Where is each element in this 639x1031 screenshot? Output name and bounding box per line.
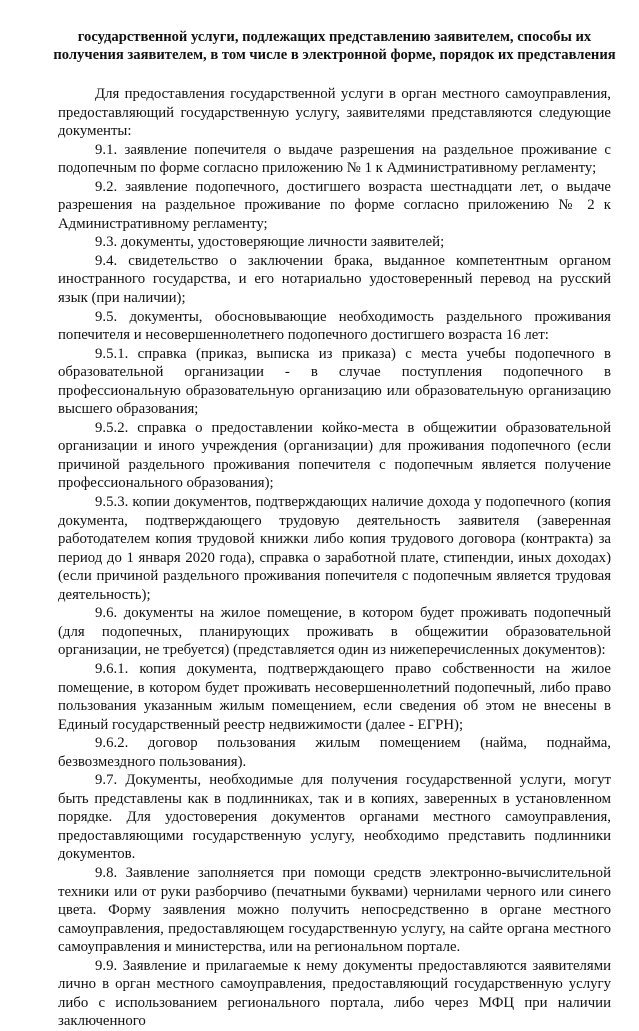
paragraph-9-3: 9.3. документы, удостоверяющие личности заявителей;	[95, 234, 445, 251]
paragraph-9-5: 9.5. документы, обосновывающие необходимость раздельного проживания попечителя и несовершеннолетнего подопечного достигшего возраста 16 лет:	[58, 308, 611, 344]
paragraph-9-6-2: 9.6.2. договор пользования жилым помещением (найма, поднайма, безвозмездного пользования).	[58, 735, 611, 770]
paragraph-intro: Для предоставления государственной услуги в орган местного самоуправления, предоставляющий государственную услугу, заявителями представляются следующие документы:	[58, 86, 611, 140]
paragraph-9-7: 9.7. Документы, необходимые для получения государственной услуги, могут быть представлены как в подлинниках, так и в копиях, заверенных в установленном порядке. Для удостоверения документов органами местного самоуправления, предоставляющими государственную услугу, необходимо представить подлинники документов.	[58, 772, 611, 863]
paragraph-9-5-1: 9.5.1. справка (приказ, выписка из приказа) с места учебы подопечного в образовательной организации - в случае поступления подопечного в профессиональную образовательную организацию или образовательную организацию высшего образования;	[58, 345, 611, 418]
paragraph-9-4: 9.4. свидетельство о заключении брака, выданное компетентным органом иностранного государства, и его нотариально удостоверенный перевод на русский язык (при наличии);	[58, 252, 611, 307]
paragraph-9-8: 9.8. Заявление заполняется при помощи средств электронно-вычислительной техники или от руки разборчиво (печатными буквами) чернилами черного или синего цвета. Форму заявления можно получить непосредственно в органе местного самоуправления, предоставляющем государственную услугу, на сайте органа местного самоуправления и министерства, или на региональном портале.	[58, 864, 611, 956]
paragraph-9-6: 9.6. документы на жилое помещение, в котором будет проживать подопечный (для подопечных, планирующих проживать в общежитии образовательной организации, не требуется) (представляется один из нижеперечисленных документов):	[58, 605, 611, 659]
paragraph-9-5-3: 9.5.3. копии документов, подтверждающих наличие дохода у подопечного (копия документа, подтверждающего трудовую деятельность заявителя (заверенная работодателем копия трудовой книжки либо копия трудового договора (контракта) за период до 1 января 2020 года), справка о заработной плате, стипендии, иных доходах) (если причиной раздельного проживания попечителя с подопечным является трудовая деятельность);	[58, 494, 611, 603]
paragraph-9-2: 9.2. заявление подопечного, достигшего возраста шестнадцати лет, о выдаче разрешения на раздельное проживание по форме согласно приложению № 2 к Административному регламенту;	[58, 178, 611, 232]
paragraph-9-6-1: 9.6.1. копия документа, подтверждающего право собственности на жилое помещение, в котором будет проживать несовершеннолетний подопечный, либо право пользования указанным жилым помещением, если сведения об этом не внесены в Единый государственный реестр недвижимости (далее - ЕГРН);	[58, 660, 611, 733]
paragraph-9-9: 9.9. Заявление и прилагаемые к нему документы предоставляются заявителями лично в орган местного самоуправления, предоставляющий государственную услугу либо с использованием регионального портала, либо через МФЦ при наличии заключенного	[58, 957, 611, 1030]
document-page	[53, 28, 616, 1031]
heading-line-2: получения заявителем, в том числе в электронной форме, порядок их представления	[53, 47, 616, 63]
paragraph-9-5-2: 9.5.2. справка о предоставлении койко-места в общежитии образовательной организации и иного учреждения (организации) для проживания подопечного (если причиной раздельного проживания попечителя с подопечным является получение профессионального образования);	[58, 419, 611, 492]
paragraph-9-1: 9.1. заявление попечителя о выдаче разрешения на раздельное проживание с подопечным по форме согласно приложению № 1 к Административному регламенту;	[58, 141, 611, 177]
section-heading	[52, 28, 617, 64]
heading-line-1: государственной услуги, подлежащих представлению заявителем, способы их	[77, 29, 592, 45]
